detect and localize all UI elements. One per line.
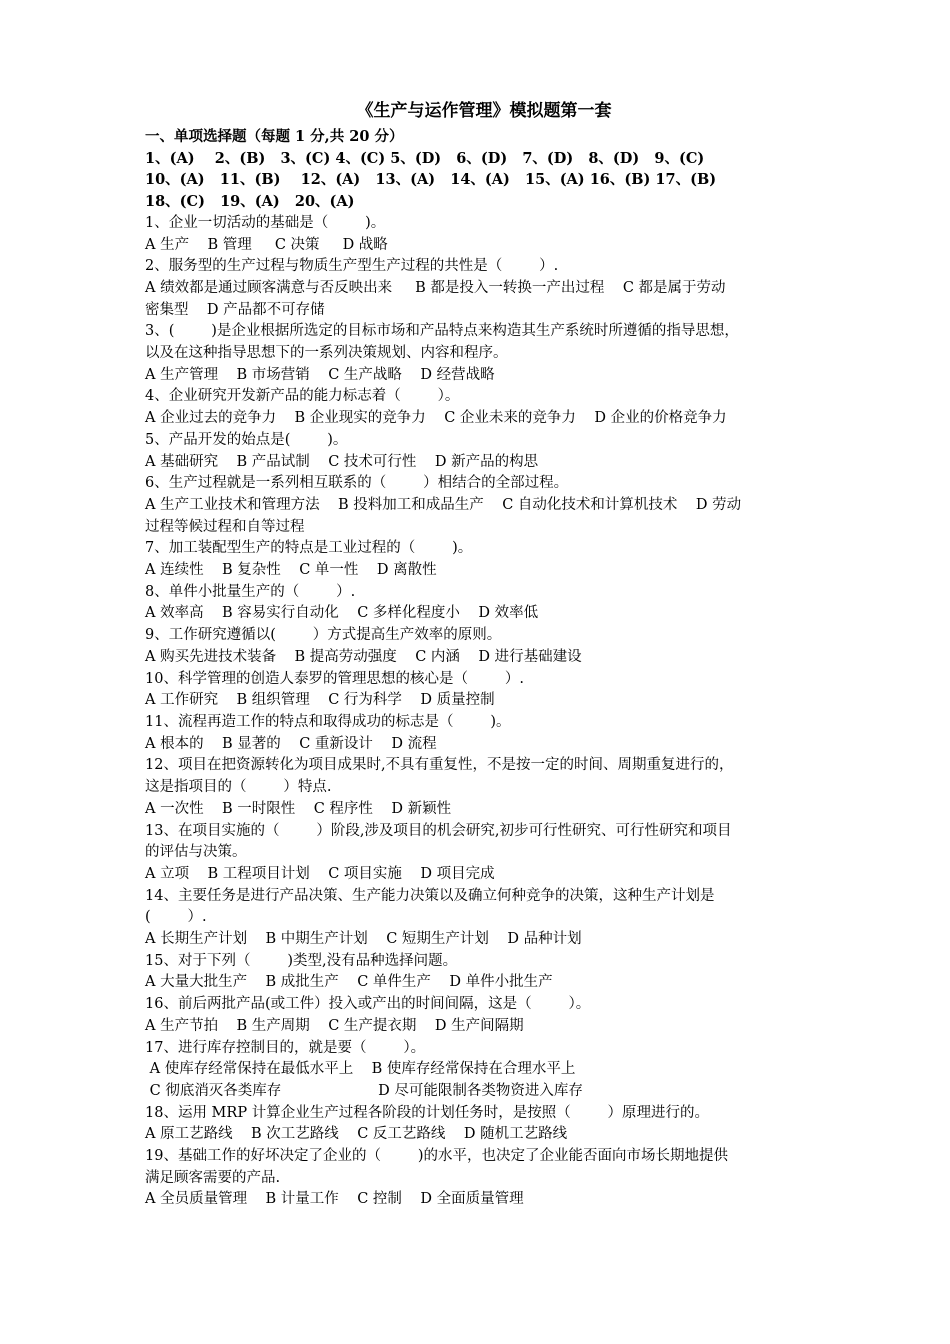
- answer-key: [145, 148, 813, 213]
- question-7-options: A 连续性 B 复杂性 C 单一性 D 离散性: [145, 562, 437, 579]
- question-10-stem: 10、科学管理的创造人泰罗的管理思想的核心是（ ）.: [145, 670, 524, 687]
- question-13-options: A 立项 B 工程项目计划 C 项目实施 D 项目完成: [145, 865, 495, 882]
- question-15-options: A 大量大批生产 B 成批生产 C 单件生产 D 单件小批生产: [145, 974, 553, 991]
- answer-key-line: 10、(A) 11、(B) 12、(A) 13、(A) 14、(A) 15、(A) 16、(B) 17、(B): [145, 171, 717, 189]
- question-2-options: A 绩效都是通过顾客满意与否反映出来 B 都是投入一转换一产出过程 C 都是属于劳动: [145, 279, 726, 296]
- question-1-stem: 1、企业一切活动的基础是（ )。: [145, 214, 386, 231]
- question-18-options: A 原工艺路线 B 次工艺路线 C 反工艺路线 D 随机工艺路线: [145, 1126, 568, 1143]
- question-19-stem: 19、基础工作的好坏决定了企业的（ )的水平，也决定了企业能否面向市场长期地提供: [145, 1148, 728, 1165]
- answer-key-line: 18、(C) 19、(A) 20、(A): [145, 193, 355, 211]
- question-14-stem: ( ）.: [145, 909, 207, 926]
- question-17-options: A 使库存经常保持在最低水平上 B 使库存经常保持在合理水平上: [145, 1061, 576, 1078]
- question-8-options: A 效率高 B 容易实行自动化 C 多样化程度小 D 效率低: [145, 605, 539, 622]
- question-list: [145, 213, 813, 1211]
- question-9-options: A 购买先进技术装备 B 提高劳动强度 C 内涵 D 进行基础建设: [145, 648, 582, 665]
- question-3-stem: 以及在这种指导思想下的一系列决策规划、内容和程序。: [145, 345, 508, 362]
- question-17-options: C 彻底消灭各类库存 D 尽可能限制各类物资进入库存: [145, 1082, 583, 1099]
- question-13-stem: 13、在项目实施的（ ）阶段,涉及项目的机会研究,初步可行性研究、可行性研究和项目: [145, 822, 732, 839]
- question-3-stem: 3、( )是企业根据所选定的目标市场和产品特点来构造其生产系统时所遵循的指导思想，: [145, 323, 739, 340]
- question-7-stem: 7、加工装配型生产的特点是工业过程的（ )。: [145, 540, 473, 557]
- question-3-options: A 生产管理 B 市场营销 C 生产战略 D 经营战略: [145, 366, 495, 383]
- question-11-stem: 11、流程再造工作的特点和取得成功的标志是（ )。: [145, 713, 511, 730]
- question-6-options: 过程等候过程和自等过程: [145, 518, 305, 535]
- question-17-stem: 17、进行库存控制目的，就是要（ ）。: [145, 1039, 426, 1056]
- question-19-stem: 满足顾客需要的产品.: [145, 1169, 281, 1186]
- question-18-stem: 18、运用 MRP 计算企业生产过程各阶段的计划任务时，是按照（ ）原理进行的。: [145, 1104, 710, 1121]
- question-2-options: 密集型 D 产品都不可存储: [145, 301, 325, 318]
- question-6-options: A 生产工业技术和管理方法 B 投料加工和成品生产 C 自动化技术和计算机技术 D 劳动: [145, 496, 742, 513]
- question-1-options: A 生产 B 管理 C 决策 D 战略: [145, 236, 388, 253]
- question-4-options: A 企业过去的竞争力 B 企业现实的竞争力 C 企业未来的竞争力 D 企业的价格竞争力: [145, 410, 727, 427]
- question-19-options: A 全员质量管理 B 计量工作 C 控制 D 全面质量管理: [145, 1191, 524, 1208]
- question-8-stem: 8、单件小批量生产的（ ）.: [145, 583, 356, 600]
- question-12-options: A 一次性 B 一时限性 C 程序性 D 新颖性: [145, 800, 452, 817]
- question-12-stem: 这是指项目的（ ）特点.: [145, 779, 332, 796]
- section-heading: 一、单项选择题（每题 1 分,共 20 分）: [145, 128, 404, 145]
- question-14-options: A 长期生产计划 B 中期生产计划 C 短期生产计划 D 品种计划: [145, 931, 582, 948]
- question-16-options: A 生产节拍 B 生产周期 C 生产提衣期 D 生产间隔期: [145, 1017, 524, 1034]
- question-14-stem: 14、主要任务是进行产品决策、生产能力决策以及确立何种竞争的决策，这种生产计划是: [145, 887, 715, 904]
- answer-key-line: 1、(A) 2、(B) 3、(C) 4、(C) 5、(D) 6、(D) 7、(D) 8、(D) 9、(C): [145, 149, 705, 167]
- document-title: 《生产与运作管理》模拟题第一套: [356, 101, 612, 121]
- question-15-stem: 15、对于下列（ )类型,没有品种选择问题。: [145, 952, 458, 969]
- question-9-stem: 9、工作研究遵循以( ）方式提高生产效率的原则。: [145, 627, 502, 644]
- question-5-options: A 基础研究 B 产品试制 C 技术可行性 D 新产品的构思: [145, 453, 539, 470]
- question-6-stem: 6、生产过程就是一系列相互联系的（ ）相结合的全部过程。: [145, 475, 569, 492]
- question-12-stem: 12、项目在把资源转化为项目成果时,不具有重复性，不是按一定的时间、周期重复进行的，: [145, 757, 734, 774]
- question-5-stem: 5、产品开发的始点是( )。: [145, 431, 348, 448]
- document-page: [145, 98, 813, 1211]
- question-11-options: A 根本的 B 显著的 C 重新设计 D 流程: [145, 735, 437, 752]
- question-16-stem: 16、前后两批产品(或工件）投入或产出的时间间隔，这是（ ）。: [145, 996, 591, 1013]
- question-4-stem: 4、企业研究开发新产品的能力标志着（ ）。: [145, 388, 460, 405]
- question-2-stem: 2、服务型的生产过程与物质生产型生产过程的共性是（ ）.: [145, 258, 559, 275]
- question-13-stem: 的评估与决策。: [145, 844, 247, 861]
- question-10-options: A 工作研究 B 组织管理 C 行为科学 D 质量控制: [145, 692, 495, 709]
